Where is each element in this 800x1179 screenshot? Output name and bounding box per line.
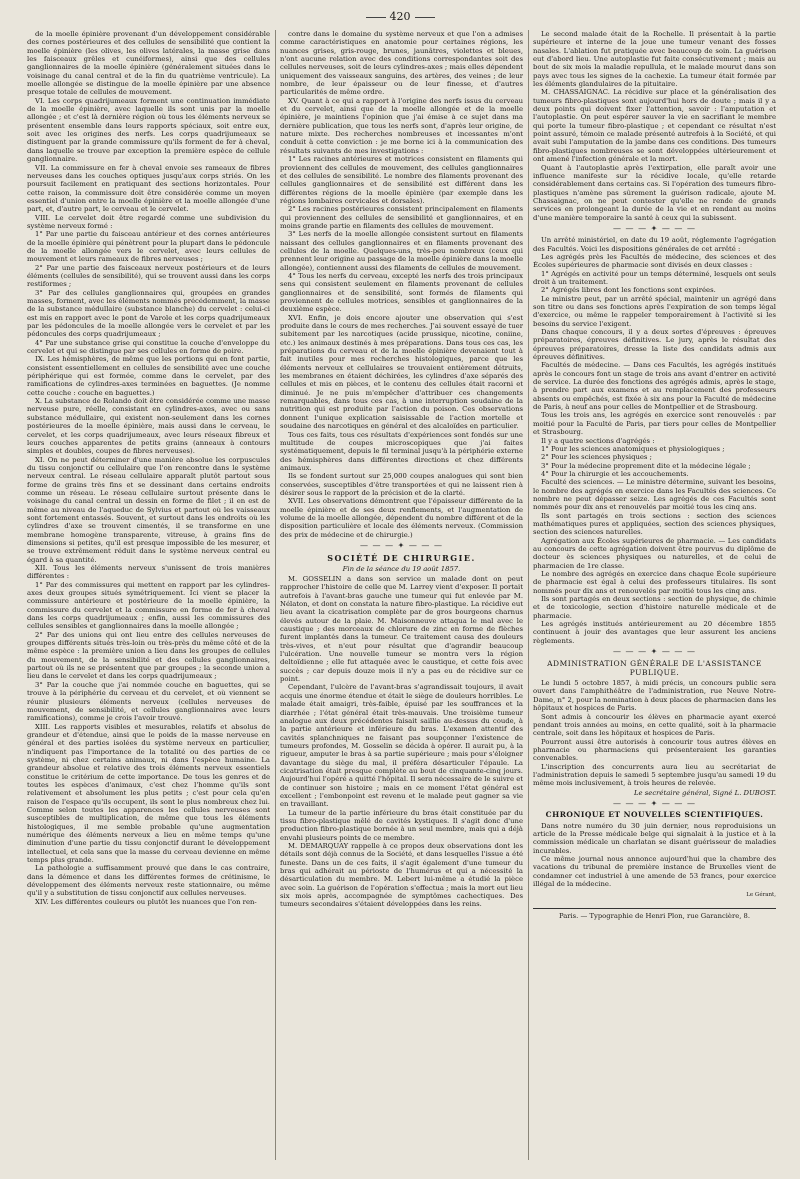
paragraph: XI. On ne peut déterminer d'une manière absolue les corpuscules du tissu conjonctif ou cellulaire que l'on rencontre dans le système nerveux central. Le réseau cellulaire apparaît plutôt partout sous forme de grains très fins et se dessinant dans certains endroits comme un réseau. Le réseau cellulaire surtout présente dans le voisinage du canal central un dessin en forme de filet ; il en est de même au niveau de l'aqueduc de Sylvius et partout où les vaisseaux sont fortement entassés. Souvent, et surtout dans les endroits où les cylindres d'axe se trouvent cimentés, il se transforme en une membrane homogène transparente, vitreuse, à grains fins de dimensions si petites, qu'il est presque impossible de les mesurer, et se trouve extrêmement réduit dans le système nerveux central eu égard à sa quantité. xyxy=(27,455,270,564)
paragraph: M. CHASSAIGNAC. La récidive sur place et la généralisation des tumeurs fibro-plastiques sont aujourd'hui hors de doute ; mais il y a deux points qui doivent fixer l'attention, savoir : l'amputation et l'autoplastie. On peut espérer sauver la vie en sacrifiant le membre qui porte la tumeur fibro-plastique ; et cependant ce résultat n'est point assuré, témoin ce malade présenté autrefois à la Société, et qui avait subi l'amputation de la jambe dans ces conditions. Des tumeurs fibro-plastiques nombreuses se sont développées ultérieurement et ont amené l'infection générale et la mort. xyxy=(533,88,776,164)
paragraph: 1° Les racines antérieures et motrices consistent en filaments qui proviennent des cellules de mouvement, des cellules ganglionnaires et des cellules de sensibilité. Le nombre des filaments provenant des cellules ganglionnaires et de sensibilité est différent dans les différentes régions de la moelle épinière (par exemple dans les régions lombaires cervicales et dorsales). xyxy=(280,155,523,205)
gerant-label: Le Gérant, xyxy=(746,892,776,899)
paragraph: Le nombre des agrégés en exercice dans chaque École supérieure de pharmacie est égal à celui des professeurs titulaires. Ils sont nommés pour dix ans et renouvelés par moitié tous les cinq ans. xyxy=(533,570,776,595)
paragraph: 3° Les nerfs de la moelle allongée consistent surtout en filaments naissant des cellules ganglionnaires et en filaments provenant des cellules de la moelle. Quelques-uns, très-peu nombreux (ceux qui prennent leur origine au passage de la moelle épinière dans la moelle allongée), contiennent aussi des filaments de cellules de mouvement. xyxy=(280,230,523,272)
paragraph: 2° Agrégés libres dont les fonctions sont expirées. xyxy=(541,286,716,295)
paragraph: Ce même journal nous annonce aujourd'hui que la chambre des vacations du tribunal de première instance de Bruxelles vient de condamner cet industriel à une amende de 53 francs, pour exercice illégal de la médecine. xyxy=(533,855,776,889)
divider-ornament: — — — ✦ — — — xyxy=(613,798,696,808)
paragraph: XII. Tous les éléments nerveux s'unissent de trois manières différentes : xyxy=(27,564,270,581)
paragraph: 3° Par la couche que j'ai nommée couche en baguettes, qui se trouve à la périphérie du cerveau et du cervelet, et où viennent se réunir plusieurs éléments nerveux (cellules nerveuses de mouvement, de sensibilité, et cellules ganglionnaires avec leurs ramifications), comme je crois l'avoir trouvé. xyxy=(27,680,270,723)
paragraph: Les agrégés institués antérieurement au 20 décembre 1855 continuent à jouir des avantages que leur assurent les anciens règlements. xyxy=(533,620,776,645)
paragraph: 4° Par une substance grise qui constitue la couche d'enveloppe du cervelet et qui se distingue par ses cellules en forme de poire. xyxy=(27,338,270,356)
paragraph: Un arrêté ministériel, en date du 19 août, réglemente l'agrégation des Facultés. Voici les dispositions générales de cet arrêté : xyxy=(533,236,776,253)
paragraph: 1° Pour les sciences anatomiques et physiologiques ; xyxy=(541,444,725,453)
paragraph: contre dans le domaine du système nerveux et que l'on a admises comme caractéristiques en anatomie pour certaines régions, les nuances grises, gris-rouge, brunes, jaunâtres, violettes et bleues, n'ont aucune relation avec des conditions correspondantes soit des cellules nerveuses, soit de leurs cylindres-axes ; mais elles dépendent uniquement des vaisseaux sanguins, des artères, des veines ; de leur nombre, de leur épaisseur ou de leur finesse, et d'autres particularités de même ordre. xyxy=(280,30,523,97)
divider-ornament: — — — ✦ — — — xyxy=(360,540,443,550)
paragraph: Les agrégés près les Facultés de médecine, des sciences et des Écoles supérieures de pharmacie sont divisés en deux classes : xyxy=(533,252,776,270)
article-text xyxy=(533,822,776,889)
section-heading-administration: ADMINISTRATION GÉNÉRALE DE L'ASSISTANCE PUBLIQUE. xyxy=(547,659,762,677)
session-subtitle: Fin de la séance du 19 août 1857. xyxy=(342,564,461,573)
paragraph: Dans notre numéro du 30 juin dernier, nous reproduisions un article de la Presse médicale belge qui signalait à la justice et à la commission médicale un charlatan se disant guérisseur de maladies incurables. xyxy=(533,821,776,855)
paragraph: M. GOSSELIN a dans son service un malade dont on peut rapprocher l'histoire de celle que M. Larrey vient d'exposer. Il portait autrefois à l'avant-bras gauche une tumeur qui fut enlevée par M. Nélaton, et dont on constata la nature fibro-plastique. La récidive eut lieu avant la cicatrisation complète par de gros bourgeons charnus élevés autour de la plaie. M. Maisonneuve attaqua le mal avec le caustique ; des morceaux de chlorure de zinc en forme de flèches furent implantés dans la tumeur. Ce traitement causa des douleurs très-vives, et n'eut pour résultat que d'agrandir beaucoup l'ulcération. Une nouvelle tumeur se montra vers la région deltoïdienne ; elle fut attaquée avec le caustique, et cette fois avec succès ; car depuis douze mois il n'y a pas eu de récidive sur ce point. xyxy=(280,575,523,684)
paragraph: Le second malade était de la Rochelle. Il présentait à la partie supérieure et interne de la joue une tumeur venant des fosses nasales. L'ablation fut pratiquée avec beaucoup de soin. La guérison eut d'abord lieu. Une autoplastie fut faite consécutivement ; mais au bout de six mois la maladie repullula, et le malade mourut dans son pays avec tous les signes de la cachexie. La tumeur était formée par les éléments glandulaires de la pituitaire. xyxy=(533,30,776,89)
column-left xyxy=(27,30,270,1170)
paragraph: VI. Les corps quadrijumeaux forment une continuation immédiate de la moelle épinière, avec laquelle ils sont unis par la moelle allongée ; et c'est là dernière région où tous les éléments nerveux se présentent ensemble dans leurs rapports spéciaux, soit entre eux, soit avec les origines des nerfs. Les corps quadrijumeaux se distinguent par la grande commissure qu'ils forment de fer à cheval, dans laquelle se trouve par exception la première espèce de cellule ganglionnaire. xyxy=(27,96,270,164)
paragraph: Faculté des sciences. — Le ministre détermine, suivant les besoins, le nombre des agrégés en exercice dans les Facultés des sciences. Ce nombre ne peut dépasser seize. Les agrégés de ces Facultés sont nommés pour dix ans et renouvelés par moitié tous les cinq ans. xyxy=(533,478,776,512)
signature: Le secrétaire général, Signé L. DUBOST. xyxy=(633,788,776,797)
paragraph: 2° Par des unions qui ont lieu entre des cellules nerveuses de groupes différents situés très-loin ou très-près du même côté et de la même espèce : la première union a lieu dans les groupes de cellules du mouvement, de la sensibilité et des cellules ganglionnaires, partout où ils ne se présentent que par groupes ; la seconde union a lieu dans le cervelet et dans les corps quadrijumeaux ; xyxy=(27,630,270,681)
paragraph: XVII. Les observations démontrent que l'épaisseur différente de la moelle épinière et de ses deux renflements, et l'augmentation de volume de la moelle allongée, dépendent du nombre différent et de la disposition particulière et locale des éléments nerveux. (Commission des prix de médecine et de chirurgie.) xyxy=(280,497,523,539)
paragraph: Tous les trois ans, les agrégés en exercice sont renouvelés : par moitié pour la Faculté de Paris, par tiers pour celles de Montpellier et Strasbourg. xyxy=(533,411,776,437)
divider-ornament: — — — ✦ — — — xyxy=(613,647,696,657)
paragraph: IX. Les hémisphères, de même que les portions qui en font partie, consistent essentiellement en cellules de sensibilité avec une couche périphérique qui est formée, comme dans le cervelet, par des ramifications de cylindres-axes terminées en baguettes. (Je nomme cette couche : couche en baguettes.) xyxy=(27,355,270,397)
paragraph: Le ministre peut, par un arrêté spécial, maintenir un agrégé dans son titre ou dans ses fonctions après l'expiration de son temps légal d'exercice, ou même le rappeler temporairement à l'activité si les besoins du service l'exigent. xyxy=(533,294,776,328)
paragraph: de la moelle épinière provenant d'un développement considérable des cornes postérieures et des cellules de sensibilité que contient la moelle épinière (les olives, les olives latérales, la masse grise dans les faisceaux grêles et cunéiformes), ainsi que des cellules ganglionnaires de la moelle épinière (généralement situées dans le voisinage du canal central et de la fin du quatrième ventricule). La moelle allongée se distingue de la moelle épinière par une absence presque totale de cellules de mouvement. xyxy=(27,30,270,97)
column-right xyxy=(533,30,776,1170)
paragraph: 1° Par une partie du faisceau antérieur et des cornes antérieures de la moelle épinière qui pénètrent pour la plupart dans le pédoncule de la moelle allongée vers le cervelet, avec leurs cellules de mouvement et leurs rameaux de fibres nerveuses ; xyxy=(27,230,270,264)
paragraph: M. DEMARQUAY rappelle à ce propos deux observations dont les détails sont déjà connus de la Société, et dans lesquelles l'issue a été funeste. Dans un de ces faits, il s'agit également d'une tumeur du bras qui adhérait au périoste de l'humérus et qui a nécessité la désarticulation du membre. M. Lebert lui-même a étudié la pièce avec soin. La guérison de l'opération s'effectua ; mais la mort eut lieu six mois après, accompagnée de symptômes cachectiques. Des tumeurs secondaires s'étaient développées dans les reins. xyxy=(280,842,523,909)
imprint: Paris. — Typographie de Henri Plon, rue Garancière, 8. xyxy=(533,908,776,920)
paragraph: La pathologie a suffisamment prouvé que dans le cas contraire, dans la démence et dans les différentes formes de crétinisme, le développement des éléments nerveux reste stationnaire, ou même qu'il y a substitution de tissu conjonctif aux cellules nerveuses. xyxy=(27,864,270,898)
paragraph: Ils sont partagés en trois sections : section des sciences mathématiques pures et appliquées, section des sciences physiques, section des sciences naturelles. xyxy=(533,511,776,537)
paragraph: 1° Agrégés en activité pour un temps déterminé, lesquels ont seuls droit à un traitement. xyxy=(533,269,776,286)
paragraph: 1° Par des commissures qui mettent en rapport par les cylindres-axes deux groupes situés symétriquement. Ici vient se placer la commissure antérieure et postérieure de la moelle épinière, la commissure du cervelet et la commissure en forme de fer à cheval dans les corps quadrijumeaux ; enfin, aussi les commissures des cellules sensibles et ganglionnaires dans la moelle allongée ; xyxy=(27,580,270,631)
paragraph: Pourront aussi être autorisés à concourir tous autres élèves en pharmacie ou pharmaciens qui présenteraient les garanties convenables. xyxy=(533,737,776,763)
paragraph: Ils se fondent surtout sur 25,000 coupes analogues qui sont bien conservées, susceptibles d'être transportées et qui ne laissent rien à désirer sous le rapport de la précision et de la clarté. xyxy=(280,472,523,497)
article-text xyxy=(280,575,523,909)
paragraph: La tumeur de la partie inférieure du bras était constituée par du tissu fibro-plastique mêlé de cavités kystiques. Il s'agit donc d'une production fibro-plastique bornée à un seul membre, mais qui a déjà envahi plusieurs points de ce membre. xyxy=(280,808,523,842)
paragraph: Agrégation aux Écoles supérieures de pharmacie. — Les candidats au concours de cette agrégation doivent être pourvus du diplôme de docteur ès sciences physiques ou naturelles, et de celui de pharmacien de 1re classe. xyxy=(533,536,776,570)
paragraph: Le lundi 5 octobre 1857, à midi précis, un concours public sera ouvert dans l'amphithéâtre de l'administration, rue Neuve Notre-Dame, n° 2, pour la nomination à deux places de pharmacien dans les hôpitaux et hospices de Paris. xyxy=(533,679,776,713)
paragraph: 2° Pour les sciences physiques ; xyxy=(541,453,652,462)
paragraph: X. La substance de Rolando doit être considérée comme une masse nerveuse pure, réelle, consistant en cylindres-axes, avec ou sans substance médullaire, qui existent non-seulement dans les cornes postérieures de la moelle épinière, mais aussi dans le cerveau, le cervelet, et les corps quadrijumeaux, avec leurs réseaux fibreux et leurs couches apparentes de petits grains (anneaux à contours simples et doubles, coupes de fibres nerveuses). xyxy=(27,397,270,456)
column-middle xyxy=(280,30,523,1170)
paragraph: Il y a quatre sections d'agrégés : xyxy=(541,436,655,445)
paragraph: Cependant, l'ulcère de l'avant-bras s'agrandissait toujours, il avait acquis une énorme étendue et était le siège de douleurs horribles. Le malade était amaigri, très-faible, épuisé par les souffrances et la diarrhée ; l'état général était très-mauvais. Une troisième tumeur analogue aux deux précédentes faisait saillie au-dessus du coude, à la partie antérieure et inférieure du bras. L'examen attentif des cavités splanchniques ne faisant pas soupçonner l'existence de tumeurs profondes, M. Gosselin se décida à opérer. Il aurait pu, à la rigueur, amputer le bras à sa partie supérieure ; mais pour s'éloigner davantage du siège du mal, il préféra désarticuler l'épaule. La cicatrisation était presque complète au bout de cinquante-cinq jours. Aujourd'hui l'opéré a quitté l'hôpital. Il sera nécessaire de le suivre et de continuer son histoire ; mais en ce moment l'état général est excellent ; l'embonpoint est revenu et le malade peut gagner sa vie en travaillant. xyxy=(280,683,523,809)
paragraph: 2° Les racines postérieures consistent principalement en filaments qui proviennent des cellules de sensibilité et ganglionnaires, et en moins grande partie en filaments des cellules de mouvement. xyxy=(280,205,523,230)
paragraph: Quant à l'autoplastie après l'extirpation, elle paraît avoir une influence manifeste sur la récidive locale, qu'elle retarde considérablement dans certains cas. Si l'opération des tumeurs fibro-plastiques n'amène pas sûrement la guérison radicale, ajoute M. Chassaignac, on ne peut contester qu'elle ne rende de grands services en prolongeant la durée de la vie et en rendant au moins d'une manière temporaire la santé à ceux qui la subissent. xyxy=(533,163,776,222)
section-heading-chronique: CHRONIQUE ET NOUVELLES SCIENTIFIQUES. xyxy=(545,810,764,820)
paragraph: XIV. Les différentes couleurs ou plutôt les nuances que l'on ren- xyxy=(35,897,257,906)
page-number: 420 xyxy=(0,10,800,23)
paragraph: XIII. Les rapports visibles et mesurables, relatifs et absolus de grandeur et d'étendue, ainsi que le poids de la masse nerveuse en général et des parties isolées du système nerveux en particulier, n'indiquent pas l'importance de la totalité ou des parties de ce système, ni chez certains animaux, ni dans l'espèce humaine. La grandeur absolue et relative des trois éléments nerveux essentiels constitue le critérium de cette importance. De tous les genres et de toutes les espèces d'animaux, c'est chez l'homme qu'ils sont relativement et absolument les plus petits ; c'est pour cela qu'en raison de l'espace qu'ils occupent, ils sont le plus nombreux chez lui. Comme selon toutes les apparences les cellules nerveuses sont susceptibles de multiplication, de même que tous les éléments histologiques, il me semble probable qu'une augmentation numérique des éléments nerveux a lieu en même temps qu'une diminution d'une partie du tissu conjonctif durant le développement intellectuel, et cela sans que la masse du cerveau devienne en même temps plus grande. xyxy=(27,722,270,865)
paragraph: Dans chaque concours, il y a deux sortes d'épreuves : épreuves préparatoires, épreuves définitives. Le jury, après le résultat des épreuves préparatoires, dresse la liste des candidats admis aux épreuves définitives. xyxy=(533,328,776,362)
paragraph: 4° Pour la chirurgie et les accouchements. xyxy=(541,469,689,478)
paragraph: 3° Pour la médecine proprement dite et la médecine légale ; xyxy=(541,461,751,470)
paragraph: 4° Tous les nerfs du cerveau, excepté les nerfs des trois principaux sens qui consistent seulement en filaments provenant de cellules ganglionnaires et de sensibilité, sont formés de filaments qui proviennent de cellules motrices, sensibles et ganglionnaires de la deuxième espèce. xyxy=(280,271,523,314)
column-rule xyxy=(275,30,276,1160)
article-text xyxy=(280,30,523,539)
paragraph: Facultés de médecine. — Dans ces Facultés, les agrégés institués après le concours font un stage de trois ans avant d'entrer en activité de service. La durée des fonctions des agrégés admis, après le stage, à prendre part aux examens et au remplacement des professeurs absents ou empêchés, est fixée à six ans pour la Faculté de médecine de Paris, à neuf ans pour celles de Montpellier et de Strasbourg. xyxy=(533,361,776,412)
paragraph: XV. Quant à ce qui a rapport à l'origine des nerfs issus du cerveau et du cervelet, ainsi que de la moelle allongée et de la moelle épinière, je maintiens l'opinion que j'ai émise à ce sujet dans ma dernière publication, que tous les nerfs sont, d'après leur origine, de nature mixte. Des recherches nombreuses et incessantes m'ont conduit à cette conviction : je me borne ici à la communication des résultats suivants de mes investigations : xyxy=(280,96,523,155)
paragraph: L'inscription des concurrents aura lieu au secrétariat de l'administration depuis le samedi 5 septembre jusqu'au samedi 19 du même mois inclusivement, à trois heures de relevée. xyxy=(533,762,776,788)
column-rule xyxy=(528,30,529,1160)
paragraph: Ils sont partagés en deux sections : section de physique, de chimie et de toxicologie, section d'histoire naturelle médicale et de pharmacie. xyxy=(533,595,776,620)
paragraph: Tous ces faits, tous ces résultats d'expériences sont fondés sur une multitude de coupes microscopiques que j'ai faites systématiquement, depuis le fil terminal jusqu'à la périphérie externe des hémisphères dans différentes directions et chez différents animaux. xyxy=(280,430,523,472)
paragraph: 3° Par des cellules ganglionnaires qui, groupées en grandes masses, forment, avec les éléments nommés précédemment, la masse de la substance médullaire (substance blanche) du cervelet : celui-ci est mis en rapport avec le pont de Varole et les corps quadrijumeaux par les pédoncules de la moelle allongée vers le cervelet et par les pédoncules des corps quadrijumeaux ; xyxy=(27,288,270,339)
article-text xyxy=(533,679,776,787)
article-text xyxy=(533,236,776,645)
paragraph: VIII. Le cervelet doit être regardé comme une subdivision du système nerveux formé : xyxy=(27,213,270,230)
paragraph: XVI. Enfin, je dois encore ajouter une observation qui s'est produite dans le cours de mes recherches. J'ai souvent essayé de tuer subitement par les narcotiques (acide prussique, nicotine, coniine, etc.) les animaux destinés à mes préparations. Dans tous ces cas, les préparations du cerveau et de la moelle épinière devenaient tout à fait inutiles pour mes recherches histologiques, parce que les éléments nerveux et cellulaires se trouvaient entièrement détruits, les membranes en étaient déchirées, les cylindres d'axe séparés des cellules et mis en pièces, et le contenu des cellules était racorni et diminué. Je ne puis m'empêcher d'attribuer ces changements remarquables, dans tous ces cas, à une interruption soudaine de la nutrition qui est produite par l'action du poison. Ces observations donnent l'unique explication saisissable de l'action mortelle et soudaine des narcotiques en général et des alcaloïdes en particulier. xyxy=(280,313,523,431)
article-text xyxy=(27,30,270,906)
paragraph: VII. La commissure en fer à cheval envoie ses rameaux de fibres nerveuses dans les couches optiques jusqu'aux corps striés. On les poursuit facilement en pratiquant des sections horizontales. Pour cette raison, la commissure doit être considérée comme un moyen essentiel d'union entre la moelle épinière et la moelle allongée d'une part, et, d'autre part, le cerveau et le cervelet. xyxy=(27,163,270,214)
divider-ornament: — — — ✦ — — — xyxy=(613,223,696,233)
article-text xyxy=(533,30,776,222)
section-heading-societe: SOCIÉTÉ DE CHIRURGIE. xyxy=(327,553,476,564)
paragraph: 2° Par une partie des faisceaux nerveux postérieurs et de leurs éléments (cellules de sensibilité), qui se trouvent aussi dans les corps restiformes ; xyxy=(27,263,270,289)
paragraph: Sont admis à concourir les élèves en pharmacie ayant exercé pendant trois années au moins, en cette qualité, soit à la pharmacie centrale, soit dans les hôpitaux et hospices de Paris. xyxy=(533,712,776,738)
